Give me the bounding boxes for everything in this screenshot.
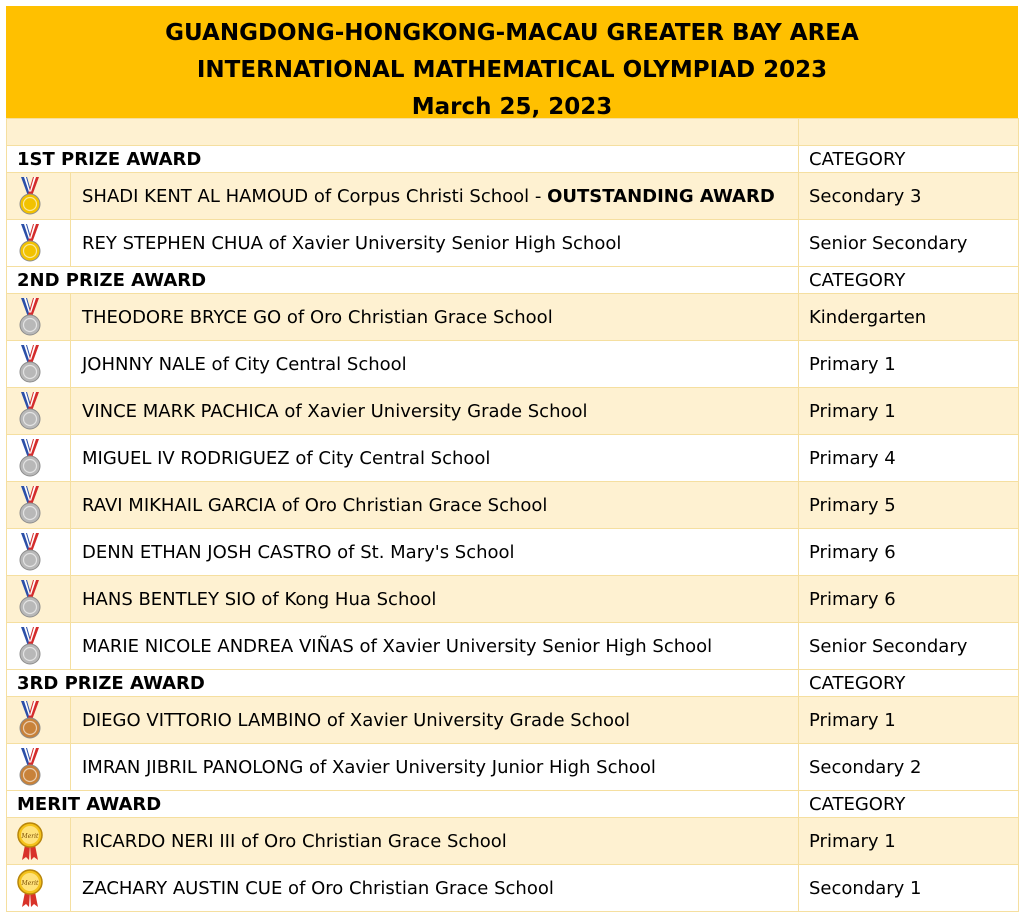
award-row bbox=[7, 697, 1019, 744]
medal-cell bbox=[7, 173, 71, 220]
medal-cell bbox=[7, 744, 71, 791]
medal-cell bbox=[7, 482, 71, 529]
awardee-text: MIGUEL IV RODRIGUEZ of City Central School bbox=[82, 447, 491, 469]
gold-medal-icon bbox=[15, 176, 45, 216]
category-value: Primary 1 bbox=[799, 341, 1019, 388]
section-heading: 1ST PRIZE AWARD bbox=[7, 146, 799, 173]
awardee-text: MARIE NICOLE ANDREA VIÑAS of Xavier University Senior High School bbox=[82, 635, 713, 657]
section-heading: 2ND PRIZE AWARD bbox=[7, 267, 799, 294]
awardee-text: THEODORE BRYCE GO of Oro Christian Grace School bbox=[82, 306, 553, 328]
awardee-text: RICARDO NERI III of Oro Christian Grace School bbox=[82, 830, 507, 852]
awardee-text: DENN ETHAN JOSH CASTRO of St. Mary's School bbox=[82, 541, 515, 563]
awardee-name bbox=[71, 529, 799, 576]
section-heading: MERIT AWARD bbox=[7, 791, 799, 818]
awardee-name bbox=[71, 341, 799, 388]
medal-cell bbox=[7, 294, 71, 341]
category-value: Primary 6 bbox=[799, 576, 1019, 623]
svg-text:Merit: Merit bbox=[21, 880, 39, 887]
category-value: Primary 5 bbox=[799, 482, 1019, 529]
category-column-label: CATEGORY bbox=[799, 670, 1019, 697]
section-header-row bbox=[7, 146, 1019, 173]
silver-medal-icon bbox=[15, 344, 45, 384]
special-award-label: OUTSTANDING AWARD bbox=[547, 185, 775, 207]
awardee-name bbox=[71, 482, 799, 529]
award-row bbox=[7, 529, 1019, 576]
silver-medal-icon bbox=[15, 391, 45, 431]
silver-medal-icon bbox=[15, 297, 45, 337]
category-value: Secondary 3 bbox=[799, 173, 1019, 220]
awardee-name bbox=[71, 865, 799, 912]
awardee-name bbox=[71, 173, 799, 220]
category-value: Senior Secondary bbox=[799, 623, 1019, 670]
awards-table bbox=[6, 118, 1019, 912]
title-date: March 25, 2023 bbox=[411, 94, 613, 120]
award-row bbox=[7, 576, 1019, 623]
category-value: Secondary 1 bbox=[799, 865, 1019, 912]
category-value: Primary 1 bbox=[799, 818, 1019, 865]
awardee-name bbox=[71, 220, 799, 267]
awardee-name bbox=[71, 435, 799, 482]
medal-cell bbox=[7, 529, 71, 576]
award-row bbox=[7, 341, 1019, 388]
category-column-label: CATEGORY bbox=[799, 791, 1019, 818]
awardee-text: VINCE MARK PACHICA of Xavier University Grade School bbox=[82, 400, 588, 422]
section-header-row bbox=[7, 670, 1019, 697]
silver-medal-icon bbox=[15, 579, 45, 619]
awardee-name bbox=[71, 744, 799, 791]
medal-cell bbox=[7, 388, 71, 435]
award-row bbox=[7, 435, 1019, 482]
awardee-text: IMRAN JIBRIL PANOLONG of Xavier University Junior High School bbox=[82, 756, 656, 778]
award-row bbox=[7, 388, 1019, 435]
silver-medal-icon bbox=[15, 485, 45, 525]
svg-text:Merit: Merit bbox=[21, 833, 39, 840]
award-row bbox=[7, 220, 1019, 267]
award-row bbox=[7, 818, 1019, 865]
bronze-medal-icon bbox=[15, 700, 45, 740]
award-row bbox=[7, 482, 1019, 529]
merit-ribbon-icon bbox=[15, 868, 45, 908]
awardee-text: DIEGO VITTORIO LAMBINO of Xavier University Grade School bbox=[82, 709, 631, 731]
award-row bbox=[7, 744, 1019, 791]
silver-medal-icon bbox=[15, 532, 45, 572]
medal-cell bbox=[7, 435, 71, 482]
awardee-text: ZACHARY AUSTIN CUE of Oro Christian Grace School bbox=[82, 877, 554, 899]
awardee-text: HANS BENTLEY SIO of Kong Hua School bbox=[82, 588, 437, 610]
category-column-label: CATEGORY bbox=[799, 267, 1019, 294]
medal-cell bbox=[7, 697, 71, 744]
category-value: Secondary 2 bbox=[799, 744, 1019, 791]
category-value: Primary 1 bbox=[799, 388, 1019, 435]
silver-medal-icon bbox=[15, 626, 45, 666]
medal-cell bbox=[7, 576, 71, 623]
medal-cell bbox=[7, 623, 71, 670]
title-line-2: INTERNATIONAL MATHEMATICAL OLYMPIAD 2023 bbox=[196, 57, 828, 83]
medal-cell bbox=[7, 341, 71, 388]
category-column-label: CATEGORY bbox=[799, 146, 1019, 173]
section-header-row bbox=[7, 267, 1019, 294]
award-row bbox=[7, 865, 1019, 912]
awardee-name bbox=[71, 623, 799, 670]
medal-cell bbox=[7, 818, 71, 865]
medal-cell bbox=[7, 220, 71, 267]
category-value: Kindergarten bbox=[799, 294, 1019, 341]
gold-medal-icon bbox=[15, 223, 45, 263]
title-banner bbox=[6, 6, 1018, 118]
results-sheet bbox=[6, 6, 1018, 912]
silver-medal-icon bbox=[15, 438, 45, 478]
awardee-name bbox=[71, 294, 799, 341]
awardee-text: REY STEPHEN CHUA of Xavier University Senior High School bbox=[82, 232, 622, 254]
category-value: Primary 4 bbox=[799, 435, 1019, 482]
award-row bbox=[7, 623, 1019, 670]
section-header-row bbox=[7, 791, 1019, 818]
awardee-text: RAVI MIKHAIL GARCIA of Oro Christian Grace School bbox=[82, 494, 548, 516]
title-line-1: GUANGDONG-HONGKONG-MACAU GREATER BAY AREA bbox=[165, 20, 859, 46]
section-heading: 3RD PRIZE AWARD bbox=[7, 670, 799, 697]
awardee-text: SHADI KENT AL HAMOUD of Corpus Christi School - bbox=[82, 185, 548, 207]
awardee-name bbox=[71, 697, 799, 744]
awardee-name bbox=[71, 818, 799, 865]
category-value: Primary 1 bbox=[799, 697, 1019, 744]
medal-cell bbox=[7, 865, 71, 912]
category-value: Primary 6 bbox=[799, 529, 1019, 576]
awardee-text: JOHNNY NALE of City Central School bbox=[82, 353, 407, 375]
merit-ribbon-icon bbox=[15, 821, 45, 861]
award-row bbox=[7, 173, 1019, 220]
awardee-name bbox=[71, 388, 799, 435]
awardee-name bbox=[71, 576, 799, 623]
category-value: Senior Secondary bbox=[799, 220, 1019, 267]
bronze-medal-icon bbox=[15, 747, 45, 787]
award-row bbox=[7, 294, 1019, 341]
